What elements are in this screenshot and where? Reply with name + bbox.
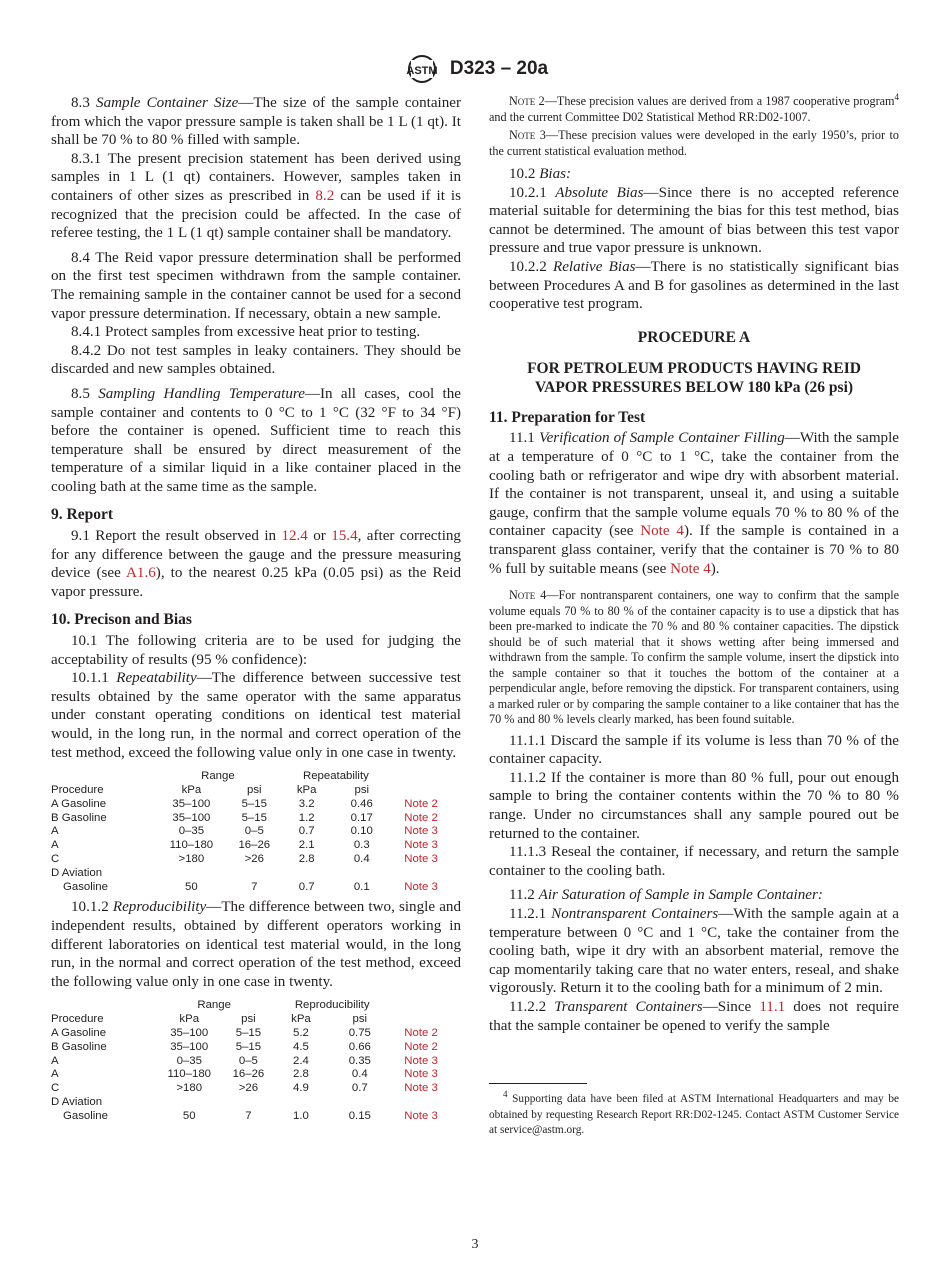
note-link[interactable]: Note 2 [404,1026,438,1039]
heading-precision-bias: 10. Precison and Bias [51,611,192,629]
table-row: A Gasoline 35–100 5–15 5.2 0.75 Note 2 [51,1027,451,1041]
section-10-2-2: 10.2.2 Relative Bias—There is no statistically significant bias between Procedures A and B for gasolines as determined in the last cooperative test program. [489,258,899,313]
repeatability-table: Range Repeatability Procedure kPa psi kPa psi A Gasoline 35–100 5–15 3.2 0.46 Note 2 B Gasoline 35–100 5–15 1.2 0.17 Note 2 A 0–35 0–5 0.7 0.10 Note 3 A 110–180 16–26 2.1 0.3 Note 3 C >180 >26 2.8 0.4 Note 3 D Aviation Gasoline 50 7 0.7 0.1 Note 3 [51,770,451,894]
link-note-4[interactable]: Note 4 [640,523,684,540]
section-8-4: 8.4 The Reid vapor pressure determination shall be performed on the first test specimen withdrawn from the sample container. The remaining sample in the container cannot be used for a second vapor pressure determination. If necessary, obtain a new sample. [51,249,461,322]
table-row: Gasoline 50 7 0.7 0.1 Note 3 [51,881,451,895]
note-link[interactable]: Note 2 [404,811,438,824]
table-row: B Gasoline 35–100 5–15 4.5 0.66 Note 2 [51,1041,451,1055]
note-link[interactable]: Note 3 [404,880,438,893]
table-row: B Gasoline 35–100 5–15 1.2 0.17 Note 2 [51,812,451,826]
note-4: Note 4—For nontransparent containers, one way to confirm that the sample volume equals 70 % to 80 % of the container capacity is to use a dipstick that has been pre-marked to indicate the 70 % and 80 % container capacities. The dipstick should be of such material that it shows wetting after being immersed and withdrawn from the sample. To confirm the sample volume, insert the dipstick into the sample container so that it touches the bottom of the container at a perpendicular angle, before removing the dipstick. For transparent containers, using a marked ruler or by comparing the sample container to a like container that has the 70 % and 80 % levels clearly marked, has been found suitable. [489,588,899,727]
section-9-1: 9.1 Report the result observed in 12.4 or 15.4, after correcting for any difference between the gauge and the pressure measuring device (see A1.6), to the nearest 0.25 kPa (0.05 psi) as the Reid vapor pressure. [51,528,461,600]
section-10-1: 10.1 The following criteria are to be used for judging the acceptability of results (95 % confidence): [51,633,461,668]
left-column [51,94,461,1128]
section-11-2-2: 11.2.2 Transparent Containers—Since 11.1 does not require that the sample container be opened to verify the sample [489,998,900,1034]
section-8-4-2: 8.4.2 Do not test samples in leaky containers. They should be discarded and new samples obtained. [51,342,461,378]
section-11-1: 11.1 Verification of Sample Container Filling—With the sample at a temperature of 0 °C to 1 °C, take the container from the cooling bath or refrigerator and wipe dry with absorbent material. If the container is not transparent, unseal it, and using a suitable gauge, confirm that the sample volume equals 70 % to 80 % of the container capacity (see Note 4). If the sample is contained in a transparent glass container, verify that the container is 70 % to 80 % full by suitable means (see Note 4). [489,430,899,577]
table-row: Gasoline 50 7 1.0 0.15 Note 3 [51,1110,451,1124]
link-a1-6[interactable]: A1.6 [126,565,156,582]
table-row: A 110–180 16–26 2.1 0.3 Note 3 [51,839,451,853]
note-2: Note 2—These precision values are derived from a 1987 cooperative program$^4$ and the current Committee D02 Statistical Method RR:D02-1007. [489,91,900,124]
note-link[interactable]: Note 3 [404,839,438,852]
note-link[interactable]: Note 2 [404,1040,438,1053]
table-row: C >180 >26 2.8 0.4 Note 3 [51,853,451,867]
note-link[interactable]: Note 3 [404,1109,438,1122]
page-number: 3 [471,1237,479,1252]
section-11-1-1: 11.1.1 Discard the sample if its volume is less than 70 % of the container capacity. [489,732,899,768]
table-row: C >180 >26 4.9 0.7 Note 3 [51,1082,451,1096]
section-10-1-1: 10.1.1 Repeatability—The difference between successive test results obtained by the same operator with the same apparatus under constant operating conditions on identical test material would, in the long run, in the normal and correct operation of the test method, exceed the following value only in one case in twenty. [51,670,461,761]
link-12-4[interactable]: 12.4 [281,528,308,545]
right-column [489,91,900,1139]
section-8-3: 8.3 Sample Container Size—The size of the sample container from which the vapor pressure sample is taken shall be 1 L (1 qt). It shall be 70 % to 80 % filled with sample. [51,95,461,149]
note-link[interactable]: Note 2 [404,797,438,810]
reproducibility-table: Range Reproducibility Procedure kPa psi kPa psi A Gasoline 35–100 5–15 5.2 0.75 Note 2 B Gasoline 35–100 5–15 4.5 0.66 Note 2 A 0–35 0–5 2.4 0.35 Note 3 A 110–180 16–26 2.8 0.4 Note 3 C >180 >26 4.9 0.7 Note 3 D Aviation Gasoline 50 7 1.0 0.15 Note 3 [51,999,451,1123]
note-link[interactable]: Note 3 [404,1068,438,1081]
heading-preparation: 11. Preparation for Test [489,408,646,426]
table-row: A 0–35 0–5 2.4 0.35 Note 3 [51,1055,451,1069]
link-8-2[interactable]: 8.2 [315,187,335,204]
table-row: A 110–180 16–26 2.8 0.4 Note 3 [51,1068,451,1082]
note-link[interactable]: Note 3 [404,825,438,838]
section-11-2: 11.2 Air Saturation of Sample in Sample Container: [509,887,823,904]
table-row: D Aviation [51,866,103,879]
section-11-2-1: 11.2.1 Nontransparent Containers—With the sample again at a temperature between 0 °C and 1 °C, take the container from the cooling bath, wipe it dry with an absorbent material, remove the cap momentarily taking care that no water enters, reseal, and shake vigorously. Return it to the cooling bath for a minimum of 2 min. [489,905,900,997]
section-11-1-3: 11.1.3 Reseal the container, if necessary, and return the sample container to the cooling bath. [489,844,899,879]
section-11-1-2: 11.1.2 If the container is more than 80 % full, pour out enough sample to bring the container contents within the 70 % to 80 % range. Under no circumstances shall any sample poured out be returned to the container. [489,769,899,842]
footnote-4: $^4$ Supporting data have been filed at ASTM International Headquarters and may be obtained by requesting Research Report RR:D02-1245. Contact ASTM Customer Service at service@astm.org. [489,1089,899,1137]
link-note-4[interactable]: Note 4 [670,560,711,577]
note-link[interactable]: Note 3 [404,852,438,865]
section-8-3-1: 8.3.1 The present precision statement has been derived using samples in 1 L (1 qt) containers. However, samples taken in containers of other sizes as prescribed in 8.2 can be used if it is recognized that the precision could be affected. In the case of referee testing, the 1 L (1 qt) sample container shall be mandatory. [51,150,461,242]
table-row: A Gasoline 35–100 5–15 3.2 0.46 Note 2 [51,798,451,812]
svg-text:ASTM: ASTM [406,65,438,77]
link-15-4[interactable]: 15.4 [331,528,358,545]
procedure-heading: PROCEDURE A [637,328,751,346]
link-11-1[interactable]: 11.1 [759,998,786,1015]
section-8-4-1: 8.4.1 Protect samples from excessive heat prior to testing. [71,324,421,341]
note-link[interactable]: Note 3 [404,1054,438,1067]
section-8-5: 8.5 Sampling Handling Temperature—In all cases, cool the sample container and contents to 0 °C to 1 °C (32 °F to 34 °F) before the container is opened. Sufficient time to reach this temperature shall be ensured by direct measurement of the temperature of a similar liquid in a like container placed in the cooling bath at the same time as the sample. [51,385,461,495]
footnote-divider [489,1083,587,1084]
page-header [0,54,950,84]
section-10-1-2: 10.1.2 Reproducibility—The difference between two, single and independent results, obtained by different operators working in different laboratories on identical test material would, in the long run, in the normal and correct operation of the test method, exceed the following value only in one case in twenty. [51,899,461,990]
note-3: Note 3—These precision values were developed in the early 1950’s, prior to the current statistical evaluation method. [489,128,899,158]
table-row: A 0–35 0–5 0.7 0.10 Note 3 [51,825,451,839]
table-row: D Aviation [51,1095,103,1108]
heading-report: 9. Report [51,506,113,524]
procedure-subheading: FOR PETROLEUM PRODUCTS HAVING REID VAPOR PRESSURES BELOW 180 kPa (26 psi) [527,359,861,396]
note-link[interactable]: Note 3 [404,1082,438,1095]
astm-logo-icon [402,54,442,84]
section-10-2-1: 10.2.1 Absolute Bias—Since there is no accepted reference material suitable for determining the bias for this test method, bias cannot be determined. The amount of bias between this test vapor pressure and true vapor pressure is unknown. [489,184,899,257]
section-10-2: 10.2 Bias: [509,166,572,182]
document-designation: D323 – 20a [449,58,549,79]
